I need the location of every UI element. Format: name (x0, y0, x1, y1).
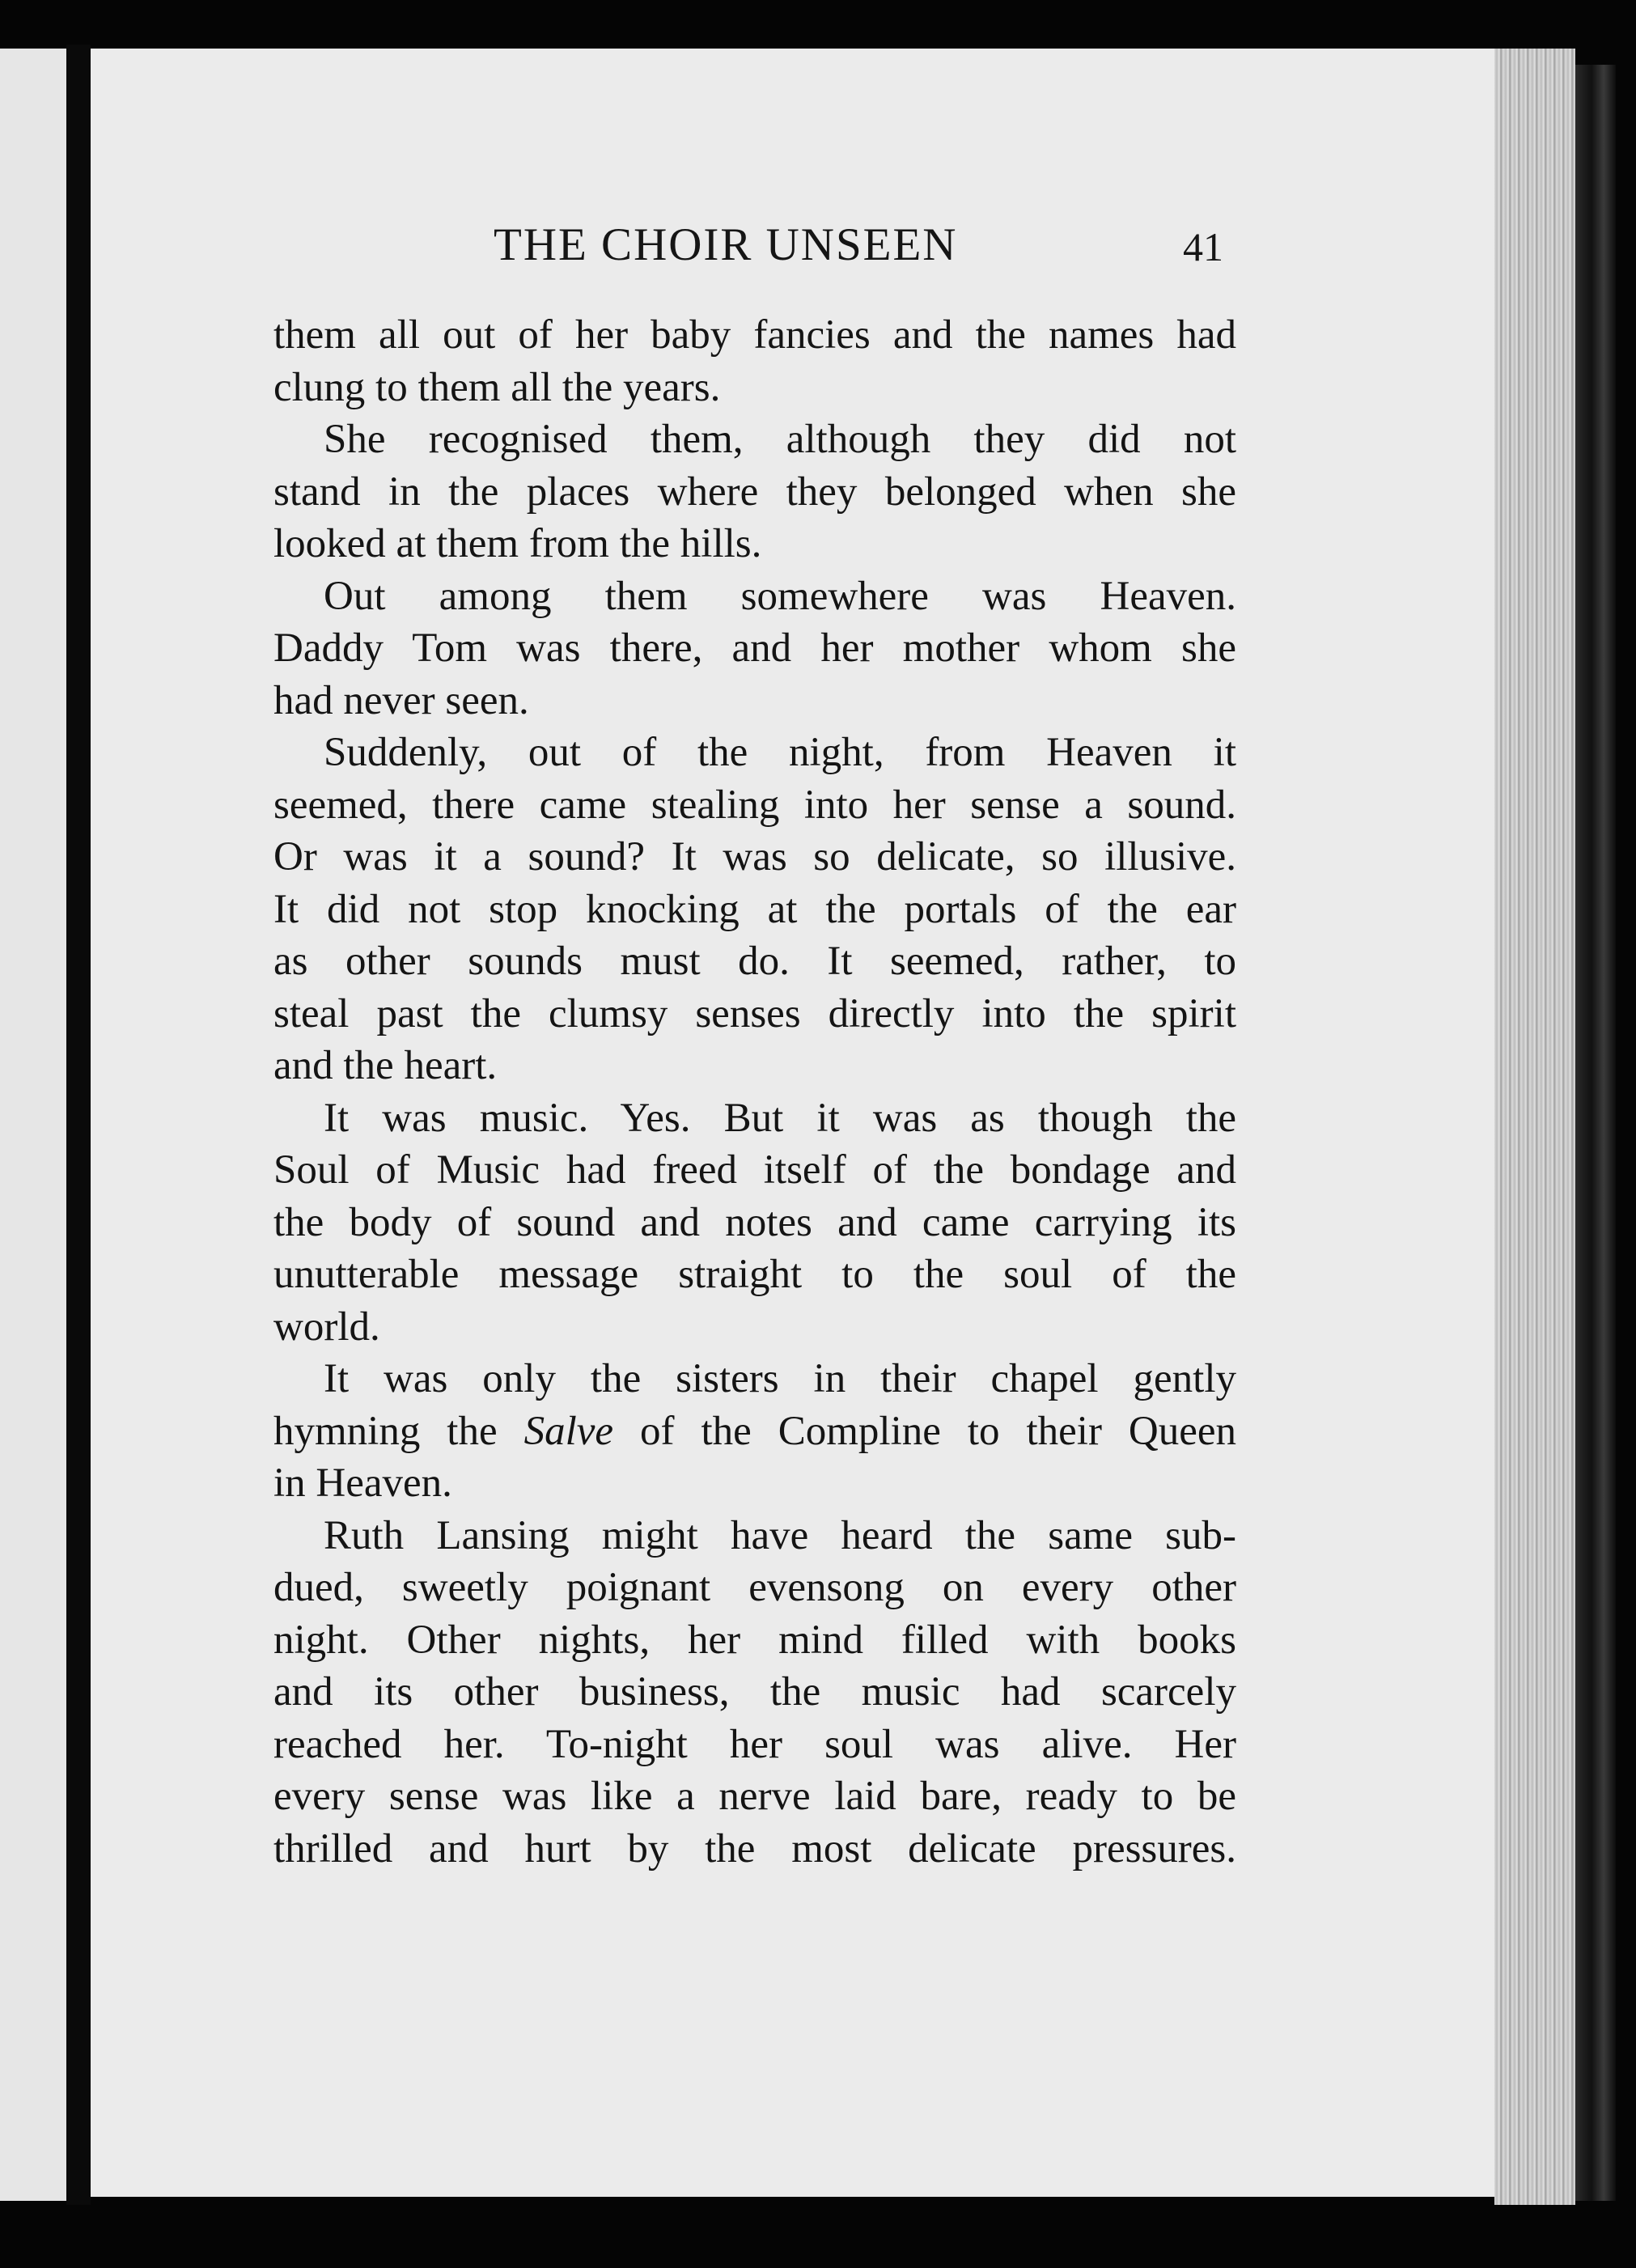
text-line: It was music. Yes. But it was as though the (324, 1095, 1236, 1141)
book-gutter (66, 45, 91, 2205)
text-line: had never seen. (273, 677, 529, 723)
text-line: world. (273, 1304, 380, 1350)
text-line: It was only the sisters in their chapel gently (324, 1356, 1236, 1401)
text-segment: hymning the (273, 1408, 524, 1454)
text-line: Ruth Lansing might have heard the same sub- (324, 1512, 1236, 1558)
text-line: them all out of her baby fancies and the names had (273, 312, 1236, 358)
body-text (273, 309, 1236, 1875)
text-line: Suddenly, out of the night, from Heaven it (324, 730, 1236, 775)
text-line: Daddy Tom was there, and her mother whom she (273, 625, 1236, 671)
text-line: and its other business, the music had scarcely (273, 1669, 1236, 1715)
text-line: It did not stop knocking at the portals of the ear (273, 886, 1236, 932)
text-line: the body of sound and notes and came carrying its (273, 1199, 1236, 1245)
text-line: She recognised them, although they did not (324, 417, 1236, 462)
text-line: dued, sweetly poignant evensong on every other (273, 1565, 1236, 1610)
text-line: night. Other nights, her mind filled with books (273, 1617, 1236, 1663)
text-line: and the heart. (273, 1043, 498, 1088)
text-line: in Heaven. (273, 1460, 452, 1506)
text-line: seemed, there came stealing into her sense a sound. (273, 782, 1236, 828)
text-segment: of the Compline to their Queen (613, 1408, 1236, 1454)
text-line: unutterable message straight to the soul of the (273, 1252, 1236, 1297)
running-title: THE CHOIR UNSEEN (494, 219, 958, 270)
book-cover-edge (1575, 65, 1616, 2201)
page-number: 41 (1183, 224, 1223, 269)
text-line: Or was it a sound? It was so delicate, so illusive. (273, 834, 1236, 880)
text-line: thrilled and hurt by the most delicate pressures. (273, 1825, 1236, 1872)
text-line: stand in the places where they belonged when she (273, 468, 1236, 515)
text-line: Out among them somewhere was Heaven. (324, 573, 1236, 619)
text-line: as other sounds must do. It seemed, rather, to (273, 939, 1236, 984)
text-line-with-italic (273, 1405, 1236, 1458)
text-line: steal past the clumsy senses directly into the spirit (273, 990, 1236, 1036)
text-line: every sense was like a nerve laid bare, ready to be (273, 1774, 1236, 1819)
text-line: clung to them all the years. (273, 364, 721, 410)
running-head (0, 218, 1636, 283)
text-line: reached her. To-night her soul was alive. Her (273, 1721, 1236, 1767)
page-stack-edges (1494, 49, 1575, 2205)
text-line: Soul of Music had freed itself of the bondage and (273, 1147, 1236, 1193)
text-line: looked at them from the hills. (273, 521, 762, 566)
facing-page-edge (0, 49, 66, 2201)
italic-word: Salve (523, 1408, 614, 1454)
